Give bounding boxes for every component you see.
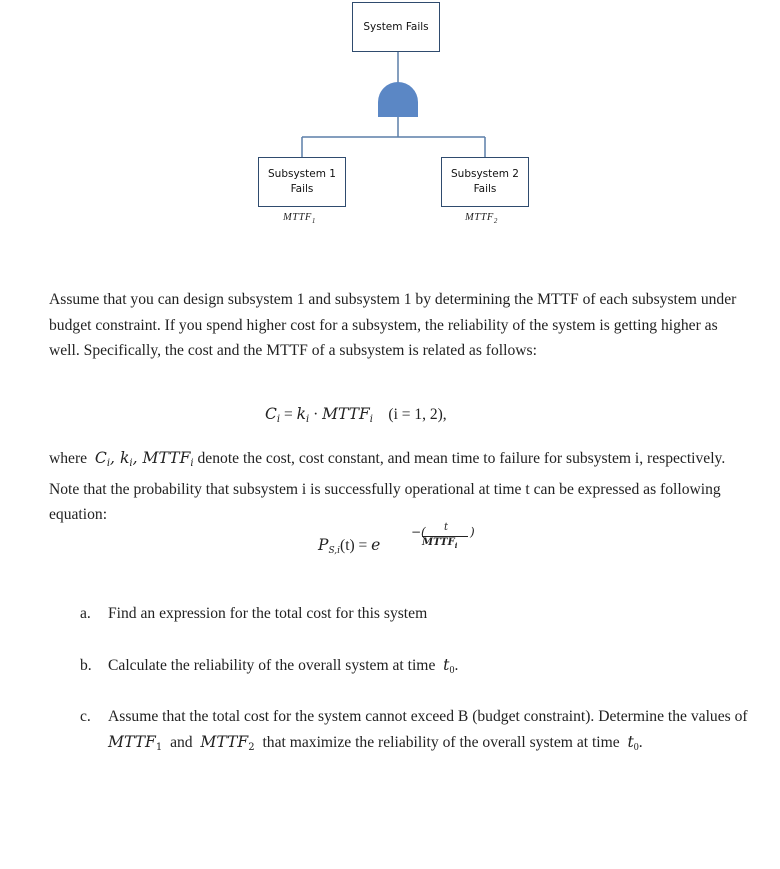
intro-paragraph: Assume that you can design subsystem 1 and subsystem 1 by determining the MTTF of each subsystem under budget constraint. If you spend higher cost for a subsystem, the reliability of the system is getting higher as well. Specifically, the cost and the MTTF of a subsystem is related as follows:	[49, 291, 737, 359]
top-event-box	[352, 2, 440, 52]
subsystem-2-box	[441, 157, 529, 207]
where-paragraph: where $C_i$, $k_i$, $MTTF_i$ denote the cost, cost constant, and mean time to failure for subsystem i, respectively. Note that the probability that subsystem i is successfully operational at time t can be expressed as following equation:	[49, 449, 726, 523]
subsystem-1-line1: Subsystem 1	[268, 168, 336, 180]
question-b: b. Calculate the reliability of the overall system at time $t_0$.	[80, 656, 459, 676]
where-rest: denote the cost, cost constant, and mean time to failure for subsystem i, respectively. Note that the probability that subsystem i is successfully operational at time t can be expressed as following equation:	[49, 450, 726, 523]
subsystem-2-line1: Subsystem 2	[451, 168, 519, 180]
probability-equation: $P_{S,i}(t) = e$ −( t $MTTF_i$ )	[318, 522, 475, 556]
subsystem-1-box	[258, 157, 346, 207]
subsystem-1-mttf: $MTTF_1$	[283, 212, 316, 226]
question-a: a. Find an expression for the total cost for this system	[80, 605, 428, 622]
subsystem-2-mttf: $MTTF_2$	[465, 212, 498, 226]
subsystem-2-line2: Fails	[473, 183, 497, 195]
top-event-label: System Fails	[363, 20, 429, 33]
question-c: c. Assume that the total cost for the system cannot exceed B (budget constraint). Determine the values of $MTTF_1$ and $MTTF_2$ that maximize the reliability of the overall system at time $t_0$.	[80, 708, 748, 753]
subsystem-1-line2: Fails	[290, 183, 314, 195]
cost-equation: $C_i = k_i$ · $MTTF_i$ (i = 1, 2),	[265, 405, 447, 425]
and-gate-icon	[378, 82, 418, 117]
